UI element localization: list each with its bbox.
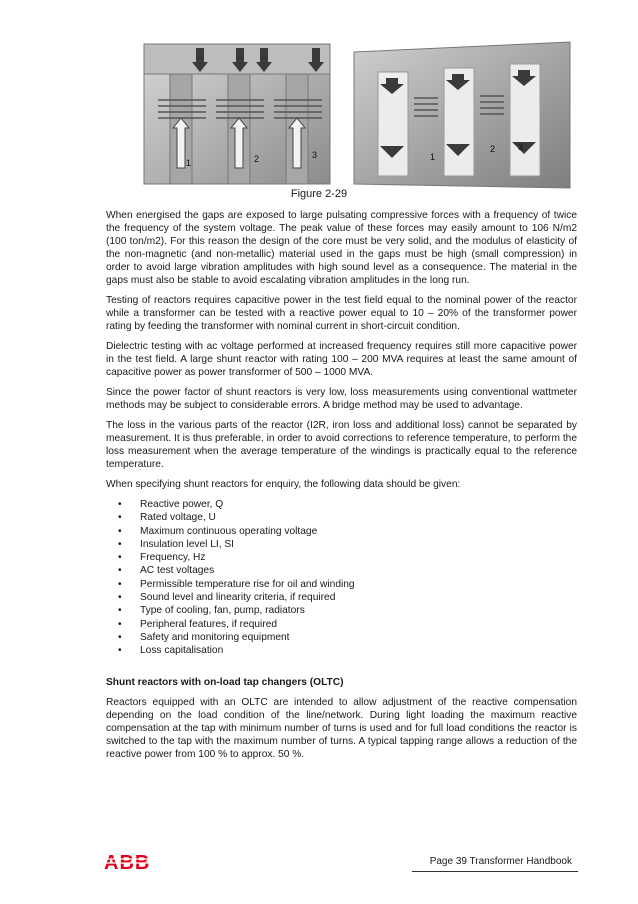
bullet-icon: • <box>118 578 122 590</box>
bullet-icon: • <box>118 525 122 537</box>
bullet-icon: • <box>118 618 122 630</box>
bullet-icon: • <box>118 552 122 564</box>
svg-text:ABB: ABB <box>104 852 151 872</box>
right-label-1: 1 <box>430 152 436 162</box>
paragraph-gap-forces: When energised the gaps are exposed to large pulsating compressive forces with a frequency of twice the frequency of the system voltage. The peak value of these forces may easily amount to 106 N/m2 (100 ton/m2). For this reason the design of the core must be very solid, and the modulus of elasticity of the non-magnetic (and non-metallic) material used in the gaps must be high (small compression) in order to avoid large vibration amplitudes with high sound level as a consequence. The material in the gaps must also be stable to avoid escalating vibration amplitudes in the long run. <box>106 210 577 286</box>
list-item: • AC test voltages <box>118 565 215 577</box>
list-item: • Loss capitalisation <box>118 645 224 657</box>
list-item: • Insulation level LI, SI <box>118 538 235 550</box>
bullet-icon: • <box>118 512 122 524</box>
footer-rule <box>412 871 578 872</box>
core-diagram-left <box>140 38 336 190</box>
list-item: • Maximum continuous operating voltage <box>118 525 318 537</box>
list-item: • Permissible temperature rise for oil and winding <box>118 578 355 590</box>
paragraph-dielectric: Dielectric testing with ac voltage performed at increased frequency requires still more capacitive power in the test field. A large shunt reactor with rating 100 – 200 MVA requires at least the same amount of capacitive power as power transformer of 500 – 1000 MVA. <box>106 341 577 378</box>
bullet-icon: • <box>118 499 122 510</box>
paragraph-enquiry-intro: When specifying shunt reactors for enquiry, the following data should be given: <box>106 479 461 490</box>
page-number-label: Page 39 Transformer Handbook <box>429 856 572 867</box>
list-item: • Type of cooling, fan, pump, radiators <box>118 605 305 617</box>
paragraph-testing: Testing of reactors requires capacitive power in the test field equal to the nominal power of the reactor while a transformer can be tested with a reactive power equal to 10 – 20% of the transformer power rating by feeding the transformer with nominal current in short-circuit condition. <box>106 295 577 332</box>
bullet-icon: • <box>118 592 122 604</box>
bullet-icon: • <box>118 565 122 577</box>
list-item: • Rated voltage, U <box>118 512 216 524</box>
list-item: • Frequency, Hz <box>118 552 206 564</box>
core-diagram-right <box>348 38 576 194</box>
abb-logo <box>104 852 184 872</box>
bullet-icon: • <box>118 538 122 550</box>
bullet-icon: • <box>118 631 122 643</box>
enquiry-data-list <box>106 498 577 658</box>
right-label-3: 3 <box>518 142 524 152</box>
paragraph-power-factor: Since the power factor of shunt reactors is very low, loss measurements using conventional wattmeter methods may be subject to considerable errors. A bridge method may be used to advantage. <box>106 387 577 411</box>
list-item: • Sound level and linearity criteria, if required <box>118 592 336 604</box>
figure-caption: Figure 2-29 <box>290 188 348 200</box>
list-item: • Reactive power, Q <box>118 499 224 510</box>
list-item: • Safety and monitoring equipment <box>118 631 290 643</box>
paragraph-oltc: Reactors equipped with an OLTC are intended to allow adjustment of the reactive compensation depending on the load condition of the line/network. During light loading the maximum reactive compensation at the tap with minimum number of turns is used and for full load conditions the reactor is switched to the tap with the maximum number of turns. A typical tapping range allows a reduction of the reactive power from 100 % to approx. 50 %. <box>106 696 577 760</box>
left-label-3: 3 <box>312 150 318 160</box>
right-label-2: 2 <box>490 144 496 154</box>
figure-2-29 <box>140 38 576 194</box>
bullet-icon: • <box>118 605 122 617</box>
bullet-icon: • <box>118 645 122 657</box>
page-footer <box>104 852 578 874</box>
section-heading-oltc: Shunt reactors with on-load tap changers (OLTC) <box>106 676 344 688</box>
paragraph-loss: The loss in the various parts of the reactor (I2R, iron loss and additional loss) cannot be separated by measurement. It is thus preferable, in order to avoid corrections to reference temperature, to perform the loss measurement when the average temperature of the windings is practically equal to the reference temperature. <box>106 420 577 470</box>
document-body <box>106 209 577 768</box>
left-label-2: 2 <box>254 154 260 164</box>
list-item: • Peripheral features, if required <box>118 618 278 630</box>
left-label-1: 1 <box>186 158 192 168</box>
